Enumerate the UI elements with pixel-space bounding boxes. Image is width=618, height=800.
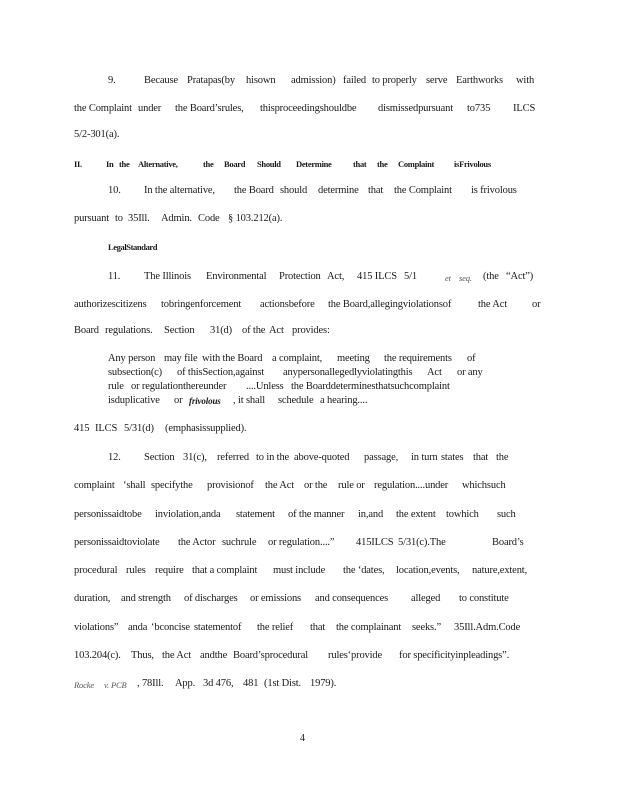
word: or regulation....” [268,537,335,548]
word: Board [74,325,99,336]
heading-word: isFrivolous [454,159,491,169]
word: a hearing.... [320,395,368,406]
word: , it shall [233,395,266,406]
word: the extent [396,509,436,520]
word: that [310,622,326,633]
word: require [155,565,184,576]
word: and consequences [315,593,389,604]
word: the Board [234,185,274,196]
word: with the Board [202,353,263,364]
word: or emissions [250,593,301,604]
word: ....Unless [246,381,284,392]
word: ‘shall [123,480,146,491]
word: rule [108,381,124,392]
word: isduplicative [108,395,160,406]
page-number: 4 [300,733,305,744]
word: inviolation,anda [155,509,221,520]
word: above-quoted [294,452,350,463]
word: towhich [446,509,479,520]
word: such [497,509,516,520]
heading-word: that [353,159,367,169]
word: the Boarddeterminesthatsuchcomplaint [291,381,450,392]
word: provisionof [207,480,254,491]
word: Earthworks [456,75,503,86]
word: 103.204(c). [74,650,121,661]
section-number: II. [74,159,82,169]
word: or regulationthereunder [131,381,227,392]
word: authorizescitizens [74,299,147,310]
word: to constitute [459,593,509,604]
word: to735 [467,103,491,114]
word: statement [236,509,275,520]
word: statementof [194,622,242,633]
word: for specificityinpleadings”. [399,650,510,661]
word: the requirements [384,353,452,364]
word: 415ILCS [356,537,394,548]
word: determine [318,185,359,196]
word: 3d 476, [203,678,234,689]
word: thisproceedingshouldbe [260,103,357,114]
word: serve [426,75,448,86]
heading-word: the [377,159,388,169]
word: anda [128,622,148,633]
word: location,events, [396,565,460,576]
subheading-text: LegalStandard [108,242,158,252]
word: andthe [200,650,228,661]
word: of the manner [288,509,345,520]
word: personissaidtoviolate [74,537,160,548]
word: is frivolous [471,185,517,196]
word: The Illinois [144,271,191,282]
word: that [368,185,384,196]
word: the Act [265,480,294,491]
word: and strength [121,593,171,604]
word: Thus, [131,650,154,661]
word: (the [483,271,499,282]
word: regulations. [105,325,153,336]
word: Admin. [161,213,192,224]
word: to [115,213,123,224]
word: should [280,185,308,196]
word: violations” [74,622,119,633]
word: the [496,452,509,463]
word: Section [164,325,195,336]
word: Board’sprocedural [233,650,309,661]
word: Code [198,213,220,224]
word: Act [269,325,284,336]
word: Because [144,75,178,86]
word: meeting [337,353,370,364]
heading-word: Determine [296,159,332,169]
word: Act, [327,271,345,282]
word: schedule [278,395,314,406]
word: hisown [246,75,276,86]
word: that [473,452,489,463]
italic-word: seq. [459,273,472,283]
word: § 103.212(a). [228,213,283,224]
word: duration, [74,593,111,604]
word: dismissedpursuant [378,103,454,114]
word: to in the [256,452,290,463]
word: provides: [292,325,330,336]
word: procedural [74,565,118,576]
word: alleged [411,593,441,604]
word: failed [343,75,367,86]
word: admission) [291,75,336,86]
word: suchrule [222,537,257,548]
word: 5/1 [404,271,417,282]
word: ILCS [95,423,118,434]
word: ILCS [513,103,536,114]
word: 31(c), [183,452,207,463]
word: rule or [338,480,365,491]
word: referred [217,452,250,463]
word: the Board,allegingviolationsof [328,299,452,310]
para-number: 9. [108,75,116,86]
word: the Board’srules, [175,103,244,114]
word: the Act [478,299,507,310]
word: anypersonallegedlyviolatingthis [283,367,413,378]
para-number: 12. [108,452,121,463]
word: rules [126,565,146,576]
word: the Actor [178,537,216,548]
word: the Act [162,650,191,661]
word: of thisSection,against [177,367,265,378]
word: Section [144,452,175,463]
word: App. [175,678,196,689]
word: the ‘dates, [343,565,385,576]
word: of discharges [184,593,238,604]
word: the Complaint [74,103,132,114]
word: 5/31(d) [124,423,154,434]
word: , 78Ill. [137,678,164,689]
word: personissaidtobe [74,509,142,520]
word: 415 [74,423,90,434]
word: regulation....under [374,480,449,491]
word: passage, [364,452,399,463]
word: subsection(c) [108,367,163,378]
word: whichsuch [462,480,506,491]
para-number: 10. [108,185,121,196]
word: Act [427,367,442,378]
word: states [441,452,464,463]
heading-word: In [106,159,114,169]
word: Environmental [206,271,267,282]
heading-word: Complaint [398,159,435,169]
word: nature,extent, [472,565,528,576]
word: in turn [411,452,438,463]
word: (1st Dist. [264,678,302,689]
word: In the alternative, [144,185,215,196]
heading-word: Board [224,159,246,169]
word: rules‘provide [328,650,383,661]
word: or [174,395,183,406]
word: to properly [372,75,417,86]
word: or the [304,480,328,491]
word: that a complaint [192,565,258,576]
heading-word: the [203,159,214,169]
word: under [138,103,162,114]
case-name-italic: Rocke [74,680,95,690]
word: a complaint, [272,353,323,364]
word: with [516,75,535,86]
word: 415 ILCS [357,271,397,282]
word: actionsbefore [260,299,315,310]
word: (emphasissupplied). [165,423,247,434]
word: or [532,299,541,310]
word: must include [273,565,326,576]
word: pursuant [74,213,109,224]
word: may file [164,353,198,364]
word: the relief [257,622,294,633]
word: tobringenforcement [161,299,242,310]
word: ‘bconcise [151,622,190,633]
word: specifythe [151,480,193,491]
heading-word: Should [257,159,281,169]
word: 31(d) [210,325,232,336]
word: 35Ill. [128,213,150,224]
word: Board’s [492,537,524,548]
word: in,and [358,509,384,520]
para-number: 11. [108,271,121,282]
word: “Act”) [506,271,534,282]
word: Any person [108,353,156,364]
heading-word: the [119,159,130,169]
word: the complainant [336,622,402,633]
word: the Complaint [394,185,452,196]
word: of the [242,325,266,336]
word: Protection [279,271,321,282]
word: or any [457,367,483,378]
word: 5/31(c).The [398,537,446,548]
heading-word: Alternative, [138,159,178,169]
word: seeks.” [412,622,441,633]
word: 5/2-301(a). [74,129,120,140]
case-name-italic: v. PCB [104,680,127,690]
word: complaint [74,480,115,491]
emphasized-word: frivolous [189,396,221,406]
word: 1979). [310,678,337,689]
word: of [467,353,476,364]
word: Pratapas(by [187,75,235,86]
italic-word: et [445,273,451,283]
word: 35Ill.Adm.Code [454,622,521,633]
word: 481 [243,678,259,689]
